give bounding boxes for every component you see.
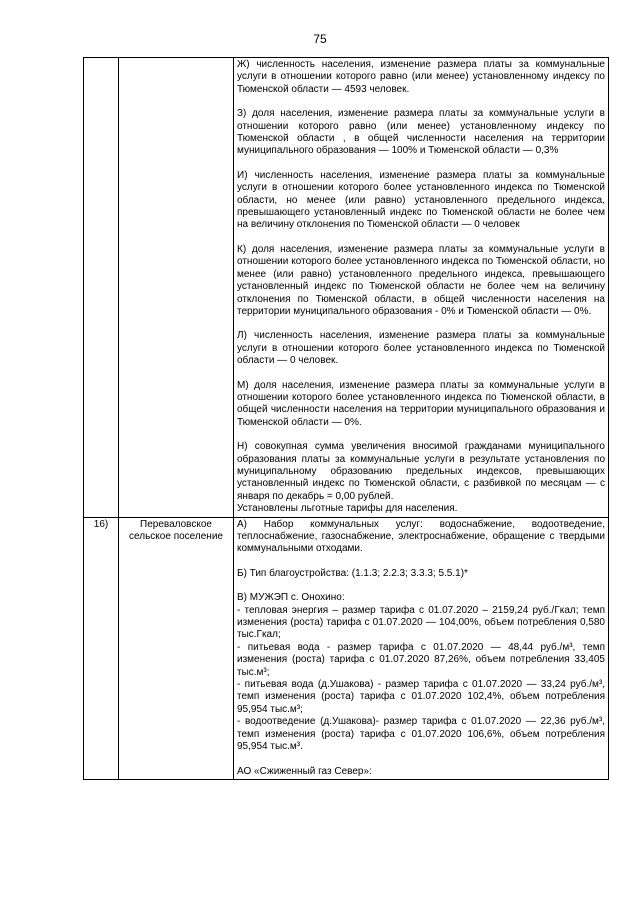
- paragraph: - водоотведение (д.Ушакова)- размер тарифа с 01.07.2020 — 22,36 руб./м³, темп изменения (роста) тарифа с 01.07.2020 106,6%, объем потребления 95,954 тыс.м³.: [237, 716, 605, 753]
- paragraph: Н) совокупная сумма увеличения вносимой гражданами муниципального образования платы за коммунальные услуги в результате установления по муниципальному образованию предельных индексов, превышающих установленный индекс по Тюменской области, с разбивкой по месяцам — с января по декабрь = 0,00 рублей.: [237, 441, 605, 502]
- indicators-cell: [234, 58, 609, 518]
- municipality-name-cell: Переваловское сельское поселение: [119, 517, 234, 779]
- row-number-cell: [84, 58, 119, 518]
- table-row: [84, 517, 609, 779]
- paragraph: - питьевая вода - размер тарифа с 01.07.2020 — 48,44 руб./м³, темп изменения (роста) тарифа с 01.07.2020 87,26%, объем потребления 33,405 тыс.м³;: [237, 641, 605, 678]
- paragraph: Установлены льготные тарифы для населения.: [237, 503, 458, 515]
- paragraph: И) численность населения, изменение размера платы за коммунальные услуги в отношении которого более установленного индекса по Тюменской области, но менее (или равно) установленного предельного индекса, превышающего установленный индекс по Тюменской области не более чем на величину отклонения по Тюменской области — 0 человек: [237, 169, 605, 231]
- page-number: 75: [313, 32, 327, 46]
- paragraph: З) доля населения, изменение размера платы за коммунальные услуги в отношении которого равно (или менее) установленному индексу по Тюменской области , в общей численности населения на территории муниципального образования — 100% и Тюменской области — 0,3%: [237, 108, 605, 157]
- paragraph: К) доля населения, изменение размера платы за коммунальные услуги в отношении которого более установленного индекса по Тюменской области, но менее (или равно) установленного предельного индекса, превышающего установленный индекс по Тюменской области не более чем на величину отклонения по Тюменской области, в общей численности населения на территории муниципального образования - 0% и Тюменской области — 0%.: [237, 243, 605, 317]
- paragraph: - питьевая вода (д.Ушакова) - размер тарифа с 01.07.2020 — 33,24 руб./м³, темп изменения (роста) тарифа с 01.07.2020 102,4%, объем потребления 95,954 тыс.м³;: [237, 679, 605, 715]
- paragraph: А) Набор коммунальных услуг: водоснабжение, водоотведение, теплоснабжение, газоснабжение, электроснабжение, обращение с твердыми коммунальными отходами.: [237, 518, 605, 555]
- paragraph: М) доля населения, изменение размера платы за коммунальные услуги в отношении которого более установленного индекса по Тюменской области, в общей численности населения на территории муниципального образования и Тюменской области — 0%.: [237, 379, 605, 428]
- municipality-name-cell: [119, 58, 234, 518]
- table-row: [84, 58, 609, 518]
- paragraph: Б) Тип благоустройства: (1.1.3; 2.2.3; 3.3.3; 5.5.1)*: [237, 567, 468, 579]
- tariff-table: [83, 57, 609, 780]
- paragraph: - тепловая энергия – размер тарифа с 01.07.2020 – 2159,24 руб./Гкал; темп изменения (роста) тарифа с 01.07.2020 — 104,00%, объем потребления 0,580 тыс.Гкал;: [237, 604, 605, 641]
- paragraph: В) МУЖЭП с. Онохино:: [237, 592, 345, 604]
- paragraph: Л) численность населения, изменение размера платы за коммунальные услуги в отношении которого более установленного индекса по Тюменской области — 0 человек.: [237, 330, 605, 367]
- row-number-cell: 16): [84, 517, 119, 779]
- paragraph: Ж) численность населения, изменение размера платы за коммунальные услуги в отношении которого равно (или менее) установленному индексу по Тюменской области — 4593 человек.: [237, 59, 605, 95]
- indicators-cell: [234, 517, 609, 779]
- paragraph: АО «Сжиженный газ Север»:: [237, 765, 372, 777]
